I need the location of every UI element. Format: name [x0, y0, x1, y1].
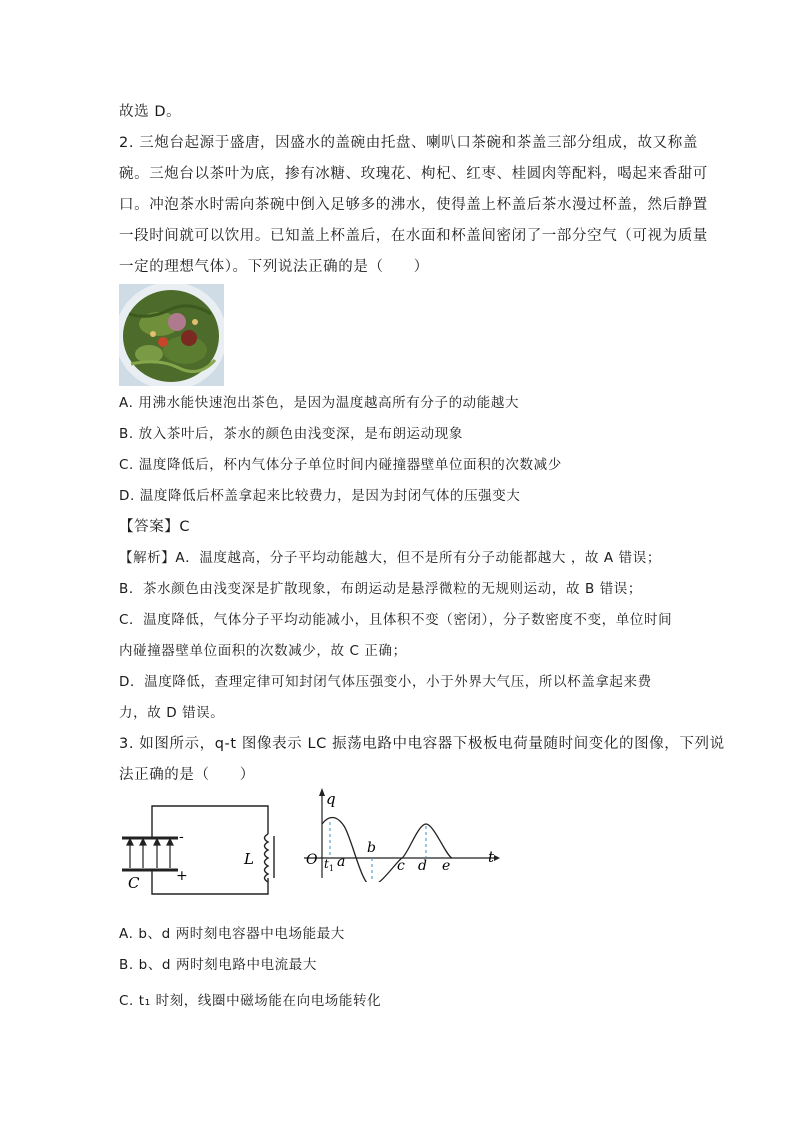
q2-option-a: A. 用沸水能快速泡出茶色，是因为温度越高所有分子的动能越大	[119, 395, 520, 411]
q2-answer: 【答案】C	[119, 519, 191, 535]
q2-analysis-line4: 内碰撞器壁单位面积的次数减少，故 C 正确；	[119, 643, 407, 659]
t-axis-label: t	[488, 848, 495, 866]
q2-analysis-line3: C．温度降低，气体分子平均动能减小，且体积不变（密闭），分子数密度不变，单位时间	[119, 612, 673, 628]
q3-option-b: B. b、d 两时刻电路中电流最大	[119, 957, 317, 973]
q2-analysis-line2: B．茶水颜色由浅变深是扩散现象，布朗运动是悬浮微粒的无规则运动，故 B 错误；	[119, 581, 643, 597]
q2-option-b: B. 放入茶叶后，茶水的颜色由浅变深，是布朗运动现象	[119, 426, 463, 442]
q2-option-c: C. 温度降低后，杯内气体分子单位时间内碰撞器壁单位面积的次数减少	[119, 457, 562, 473]
q2-stem-line4: 一段时间就可以饮用。已知盖上杯盖后，在水面和杯盖间密闭了一部分空气（可视为质量	[119, 228, 708, 244]
q2-option-d: D. 温度降低后杯盖拿起来比较费力，是因为封闭气体的压强变大	[119, 488, 521, 504]
point-d-label: d	[418, 858, 427, 874]
q3-stem-line2: 法正确的是（ ）	[119, 767, 255, 783]
q3-option-c: C. t₁ 时刻，线圈中磁场能在向电场能转化	[119, 993, 382, 1009]
point-e-label: e	[442, 858, 451, 874]
t1-label: $t_1$	[324, 857, 334, 873]
q-t-graph	[300, 786, 500, 886]
q2-stem-line5: 一定的理想气体）。下列说法正确的是（ ）	[119, 259, 429, 275]
q1-conclusion: 故选 D。	[119, 104, 182, 120]
origin-label: O	[306, 852, 318, 868]
q2-stem-line3: 口。冲泡茶水时需向茶碗中倒入足够多的沸水，使得盖上杯盖后茶水漫过杯盖，然后静置	[119, 197, 708, 213]
q2-analysis-line6: 力，故 D 错误。	[119, 705, 225, 721]
q-axis-label: q	[326, 790, 336, 808]
q3-stem-line1: 3. 如图所示，q-t 图像表示 LC 振荡电路中电容器下极板电荷量随时间变化的图像，下列说	[119, 736, 725, 752]
capacitor-minus-sign: -	[179, 829, 184, 845]
q2-analysis-line1: 【解析】A．温度越高，分子平均动能越大，但不是所有分子动能都越大 ，故 A 错误；	[119, 550, 661, 566]
point-a-label: a	[337, 854, 346, 870]
capacitor-plus-sign: +	[176, 868, 188, 884]
q2-analysis-line5: D．温度降低，查理定律可知封闭气体压强变小，小于外界大气压，所以杯盖拿起来费	[119, 674, 652, 690]
q2-stem-line2: 碗。三炮台以茶叶为底，掺有冰糖、玫瑰花、枸杞、红枣、桂圆肉等配料，喝起来香甜可	[119, 166, 708, 182]
point-b-label: b	[367, 840, 376, 856]
inductor-label: L	[244, 850, 254, 868]
q3-option-a: A. b、d 两时刻电容器中电场能最大	[119, 926, 345, 942]
tea-bowl-photo	[119, 284, 224, 386]
lc-circuit-diagram	[116, 800, 286, 900]
q2-stem-line1: 2. 三炮台起源于盛唐，因盛水的盖碗由托盘、喇叭口茶碗和茶盖三部分组成，故又称盖	[119, 135, 698, 151]
capacitor-label: C	[128, 874, 140, 892]
point-c-label: c	[397, 858, 405, 874]
